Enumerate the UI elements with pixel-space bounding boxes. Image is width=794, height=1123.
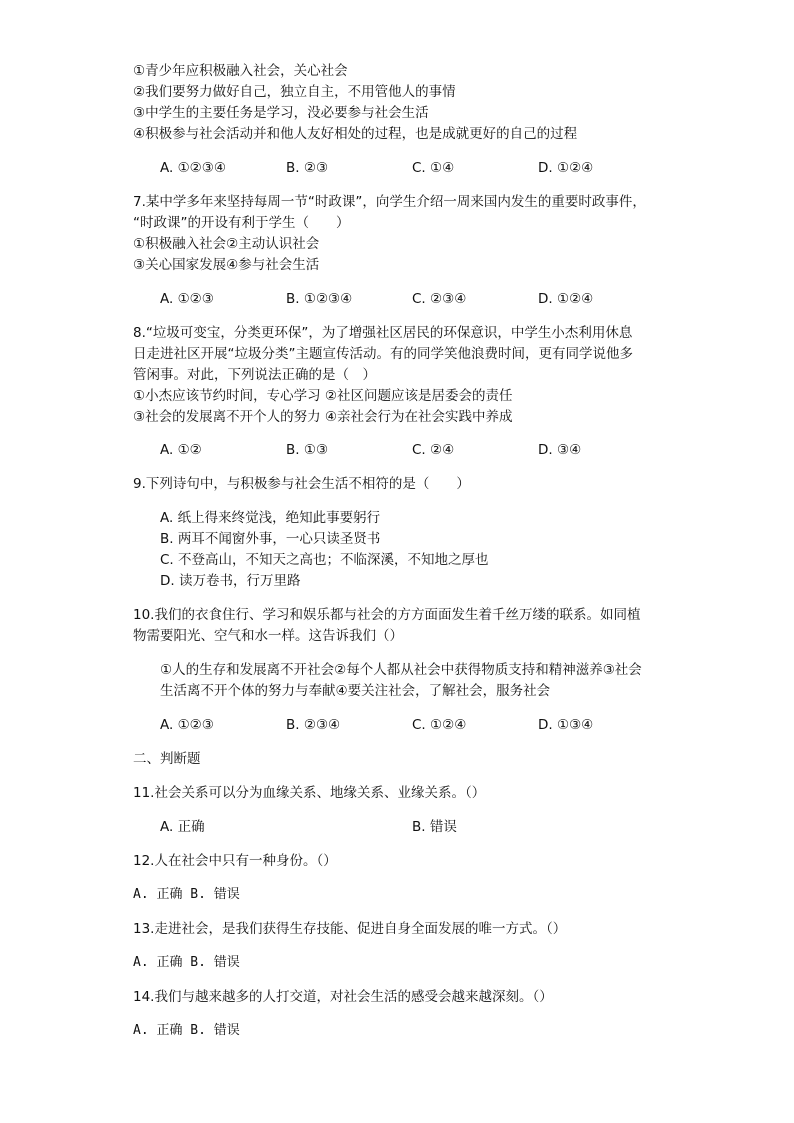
q14-answer-options[interactable]: A. 正确 B. 错误 xyxy=(133,1023,240,1038)
q7-option-c[interactable]: C. ②③④ xyxy=(412,291,467,307)
q10-option-b[interactable]: B. ②③④ xyxy=(286,717,341,733)
q12-answer-options[interactable]: A. 正确 B. 错误 xyxy=(133,887,240,902)
q7-statement: ①积极融入社会②主动认识社会 xyxy=(133,236,320,252)
q7-option-d[interactable]: D. ①②④ xyxy=(538,291,594,307)
q10-statement: ①人的生存和发展离不开社会②每个人都从社会中获得物质支持和精神滋养③社会 xyxy=(160,662,642,678)
q6-statement: ①青少年应积极融入社会，关心社会 xyxy=(133,63,348,79)
q9-stem: 9.下列诗句中，与积极参与社会生活不相符的是（ ） xyxy=(133,476,470,492)
q8-stem: 8.“垃圾可变宝，分类更环保”，为了增强社区居民的环保意识，中学生小杰利用休息 xyxy=(133,325,633,341)
q6-option-a[interactable]: A. ①②③④ xyxy=(160,160,226,176)
q6-statement: ③中学生的主要任务是学习，没必要参与社会生活 xyxy=(133,105,429,121)
q7-options xyxy=(160,290,640,308)
q8-option-a[interactable]: A. ①② xyxy=(160,442,202,458)
q7-statement: ③关心国家发展④参与社会生活 xyxy=(133,257,320,273)
q9-option-d[interactable]: D. 读万卷书，行万里路 xyxy=(160,573,301,589)
q8-statement: ③社会的发展离不开个人的努力 ④亲社会行为在社会实践中养成 xyxy=(133,409,513,425)
q13-stem: 13.走进社会，是我们获得生存技能、促进自身全面发展的唯一方式。（） xyxy=(133,921,567,937)
q7-stem: 7.某中学多年来坚持每周一节“时政课”，向学生介绍一周来国内发生的重要时政事件， xyxy=(133,194,646,210)
q8-stem: 管闲事。对此，下列说法正确的是（ ） xyxy=(133,367,376,383)
q7-option-a[interactable]: A. ①②③ xyxy=(160,291,214,307)
q6-option-d[interactable]: D. ①②④ xyxy=(538,160,594,176)
q11-option-a[interactable]: A. 正确 xyxy=(160,819,205,835)
q9-option-b[interactable]: B. 两耳不闻窗外事，一心只读圣贤书 xyxy=(160,531,381,547)
q11-option-b[interactable]: B. 错误 xyxy=(412,819,457,835)
q8-options xyxy=(160,441,640,459)
q13-answer-options[interactable]: A. 正确 B. 错误 xyxy=(133,955,240,970)
q12-stem: 12.人在社会中只有一种身份。（） xyxy=(133,853,337,869)
q10-statement: 生活离不开个体的努力与奉献④要关注社会，了解社会，服务社会 xyxy=(160,683,551,699)
q8-stem: 日走进社区开展“垃圾分类”主题宣传活动。有的同学笑他浪费时间，更有同学说他多 xyxy=(133,346,633,362)
q10-stem: 物需要阳光、空气和水一样。这告诉我们（） xyxy=(133,628,403,644)
q11-stem: 11.社会关系可以分为血缘关系、地缘关系、业缘关系。（） xyxy=(133,785,486,801)
q14-stem: 14.我们与越来越多的人打交道，对社会生活的感受会越来越深刻。（） xyxy=(133,989,553,1005)
q10-stem: 10.我们的衣食住行、学习和娱乐都与社会的方方面面发生着千丝万缕的联系。如同植 xyxy=(133,607,641,623)
q6-options xyxy=(160,159,640,177)
q8-statement: ①小杰应该节约时间，专心学习 ②社区问题应该是居委会的责任 xyxy=(133,388,513,404)
q8-option-c[interactable]: C. ②④ xyxy=(412,442,455,458)
q7-option-b[interactable]: B. ①②③④ xyxy=(286,291,353,307)
q6-statement: ④积极参与社会活动并和他人友好相处的过程，也是成就更好的自己的过程 xyxy=(133,126,578,142)
q10-option-d[interactable]: D. ①③④ xyxy=(538,717,594,733)
q6-statement: ②我们要努力做好自己，独立自主，不用管他人的事情 xyxy=(133,84,456,100)
q11-options xyxy=(160,818,640,836)
q10-option-a[interactable]: A. ①②③ xyxy=(160,717,214,733)
q8-option-b[interactable]: B. ①③ xyxy=(286,442,329,458)
q10-options xyxy=(160,716,640,734)
q6-option-c[interactable]: C. ①④ xyxy=(412,160,455,176)
q9-option-a[interactable]: A. 纸上得来终觉浅，绝知此事要躬行 xyxy=(160,510,381,526)
section-heading: 二、判断题 xyxy=(133,751,201,767)
q10-option-c[interactable]: C. ①②④ xyxy=(412,717,467,733)
q6-option-b[interactable]: B. ②③ xyxy=(286,160,329,176)
q7-stem: “时政课”的开设有利于学生（ ） xyxy=(133,215,350,231)
q8-option-d[interactable]: D. ③④ xyxy=(538,442,582,458)
q9-option-c[interactable]: C. 不登高山，不知天之高也；不临深溪，不知地之厚也 xyxy=(160,552,489,568)
